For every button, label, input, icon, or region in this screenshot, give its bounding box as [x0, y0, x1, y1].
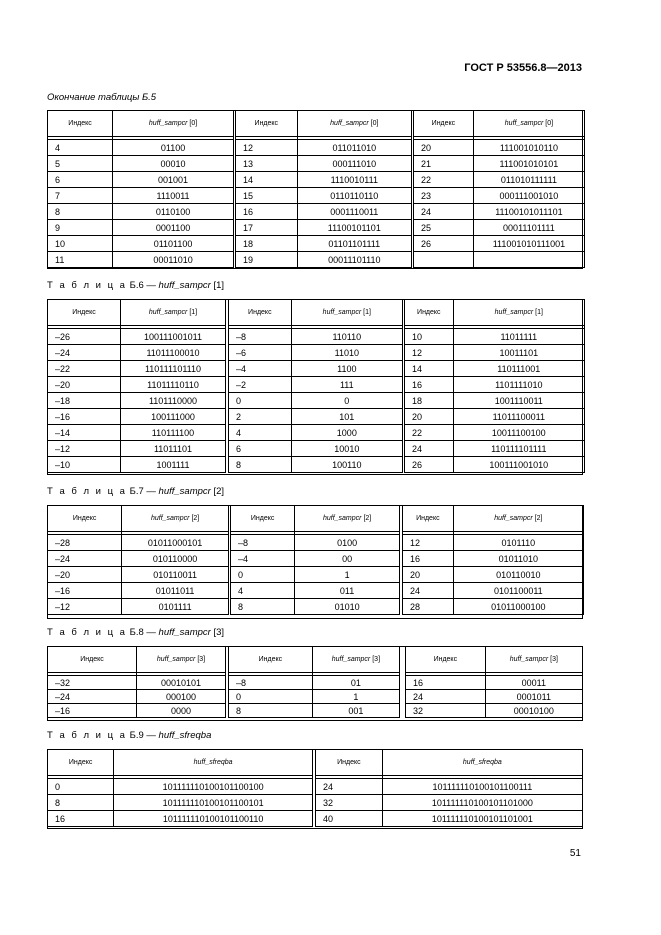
code-cell: 1101111010 — [453, 377, 584, 393]
table-row — [48, 377, 226, 393]
index-cell: –8 — [229, 329, 292, 345]
index-cell: 6 — [48, 172, 113, 188]
index-cell: 40 — [316, 811, 383, 827]
code-cell: 1 — [312, 690, 399, 704]
index-cell: 11 — [48, 252, 113, 268]
code-cell: 10010 — [291, 441, 402, 457]
table-row — [414, 140, 585, 156]
code-cell: 011 — [295, 583, 400, 599]
code-cell: 010110000 — [122, 551, 229, 567]
code-cell: 01101100 — [113, 236, 234, 252]
code-cell: 1101110000 — [120, 393, 225, 409]
table-b8-caption: Т а б л и ц а Б.8 — huff_sampcr [3] — [47, 627, 225, 638]
page-number: 51 — [569, 848, 581, 859]
index-cell: 32 — [406, 704, 486, 718]
table-group-1 — [47, 299, 226, 475]
index-cell: 16 — [405, 377, 454, 393]
header-value: huff_sampcr [1] — [120, 300, 225, 326]
table-row — [48, 409, 226, 425]
table-row — [406, 704, 583, 718]
table-row — [48, 457, 226, 473]
code-cell: 01100 — [113, 140, 234, 156]
code-cell — [473, 252, 584, 268]
index-cell: 28 — [403, 599, 454, 615]
table-group-2 — [228, 646, 400, 721]
code-cell: 11010 — [291, 345, 402, 361]
table-row — [229, 690, 400, 704]
table-row — [48, 252, 234, 268]
header-value: huff_sampcr [0] — [113, 111, 234, 137]
index-cell: 24 — [414, 204, 474, 220]
index-cell: –2 — [229, 377, 292, 393]
index-cell: 15 — [236, 188, 298, 204]
index-cell: 8 — [229, 457, 292, 473]
index-cell: 14 — [236, 172, 298, 188]
index-cell: –8 — [229, 676, 313, 690]
table-row — [229, 361, 403, 377]
code-cell: 0110110110 — [297, 188, 411, 204]
index-cell: –20 — [48, 377, 121, 393]
table-row — [48, 329, 226, 345]
table-group-1 — [47, 110, 234, 269]
table-row — [48, 690, 226, 704]
code-cell: 01011000101 — [122, 535, 229, 551]
table-row — [48, 393, 226, 409]
code-cell: 11011110110 — [120, 377, 225, 393]
code-cell: 111001010101 — [473, 156, 584, 172]
table-row — [414, 204, 585, 220]
code-cell: 101111110100101100110 — [114, 811, 313, 827]
table-row — [229, 704, 400, 718]
table-row — [229, 676, 400, 690]
index-cell: 4 — [48, 140, 113, 156]
table-row — [229, 329, 403, 345]
table-row — [48, 535, 229, 551]
index-cell: 16 — [406, 676, 486, 690]
table-row — [48, 441, 226, 457]
table-row — [229, 409, 403, 425]
index-cell: 23 — [414, 188, 474, 204]
table-row — [403, 599, 584, 615]
index-cell: 8 — [48, 204, 113, 220]
code-cell: 000111001010 — [473, 188, 584, 204]
index-cell: –14 — [48, 425, 121, 441]
header-index: Индекс — [405, 300, 454, 326]
table-row — [229, 377, 403, 393]
code-cell: 01101101111 — [297, 236, 411, 252]
index-cell: –32 — [48, 676, 137, 690]
document-header: ГОСТ Р 53556.8—2013 — [464, 62, 582, 74]
table-row — [236, 156, 412, 172]
header-value: huff_sampcr [3] — [485, 647, 582, 673]
header-index: Индекс — [229, 647, 313, 673]
index-cell: 12 — [236, 140, 298, 156]
code-cell: 00010100 — [485, 704, 582, 718]
code-cell: 100111001010 — [453, 457, 584, 473]
table-group-3 — [413, 110, 585, 269]
table-row — [414, 172, 585, 188]
table-row — [48, 172, 234, 188]
code-cell: 00011101110 — [297, 252, 411, 268]
index-cell: 7 — [48, 188, 113, 204]
index-cell — [414, 252, 474, 268]
index-cell: 20 — [405, 409, 454, 425]
table-row — [48, 599, 229, 615]
code-cell: 000111010 — [297, 156, 411, 172]
table-group-2 — [230, 505, 400, 619]
table-row — [48, 583, 229, 599]
index-cell: 12 — [405, 345, 454, 361]
index-cell: –16 — [48, 409, 121, 425]
index-cell: 13 — [236, 156, 298, 172]
header-index: Индекс — [48, 300, 121, 326]
table-row — [236, 236, 412, 252]
code-cell: 00011101111 — [473, 220, 584, 236]
table-row — [231, 583, 400, 599]
code-cell: 11100101101 — [297, 220, 411, 236]
index-cell: 6 — [229, 441, 292, 457]
table-row — [236, 220, 412, 236]
index-cell: –24 — [48, 690, 137, 704]
code-cell: 00011 — [485, 676, 582, 690]
table-row — [405, 425, 585, 441]
table-row — [406, 690, 583, 704]
table-row — [405, 409, 585, 425]
table-row — [403, 583, 584, 599]
index-cell: 16 — [236, 204, 298, 220]
index-cell: –28 — [48, 535, 122, 551]
table-row — [236, 252, 412, 268]
code-cell: 101111110100101101000 — [382, 795, 582, 811]
code-cell: 101 — [291, 409, 402, 425]
code-cell: 010110011 — [122, 567, 229, 583]
table-row — [403, 535, 584, 551]
header-index: Индекс — [48, 647, 137, 673]
table-b9 — [47, 749, 583, 829]
table-b5-caption: Окончание таблицы Б.5 — [47, 92, 157, 103]
code-cell: 0001110011 — [297, 204, 411, 220]
code-cell: 1000 — [291, 425, 402, 441]
table-row — [316, 811, 583, 827]
table-row — [236, 188, 412, 204]
index-cell: 18 — [236, 236, 298, 252]
table-row — [414, 236, 585, 252]
table-row — [48, 156, 234, 172]
table-row — [403, 567, 584, 583]
table-row — [405, 345, 585, 361]
code-cell: 1110010111 — [297, 172, 411, 188]
table-row — [236, 140, 412, 156]
code-cell: 0110100 — [113, 204, 234, 220]
index-cell: 8 — [229, 704, 313, 718]
index-cell: 4 — [229, 425, 292, 441]
table-row — [231, 567, 400, 583]
index-cell: 0 — [229, 690, 313, 704]
index-cell: 0 — [229, 393, 292, 409]
table-row — [316, 779, 583, 795]
index-cell: 2 — [229, 409, 292, 425]
code-cell: 110111101111 — [453, 441, 584, 457]
header-index: Индекс — [403, 506, 454, 532]
code-cell: 110111101110 — [120, 361, 225, 377]
table-row — [48, 779, 313, 795]
table-row — [48, 676, 226, 690]
header-value: huff_sampcr [3] — [312, 647, 399, 673]
table-row — [48, 188, 234, 204]
index-cell: –12 — [48, 599, 122, 615]
table-row — [414, 252, 585, 268]
index-cell: 17 — [236, 220, 298, 236]
table-row — [48, 567, 229, 583]
header-index: Индекс — [48, 750, 114, 776]
code-cell: 011011010 — [297, 140, 411, 156]
table-row — [48, 345, 226, 361]
index-cell: 16 — [48, 811, 114, 827]
index-cell: 24 — [406, 690, 486, 704]
index-cell: 22 — [414, 172, 474, 188]
table-row — [229, 425, 403, 441]
code-cell: 1001110011 — [453, 393, 584, 409]
table-row — [316, 795, 583, 811]
code-cell: 110111100 — [120, 425, 225, 441]
code-cell: 101111110100101100101 — [114, 795, 313, 811]
header-value: huff_sampcr [3] — [137, 647, 226, 673]
code-cell: 0000 — [137, 704, 226, 718]
index-cell: –8 — [231, 535, 295, 551]
code-cell: 1001111 — [120, 457, 225, 473]
table-row — [405, 329, 585, 345]
index-cell: 9 — [48, 220, 113, 236]
header-value: huff_sampcr [2] — [453, 506, 583, 532]
index-cell: 12 — [403, 535, 454, 551]
index-cell: 10 — [405, 329, 454, 345]
index-cell: 21 — [414, 156, 474, 172]
table-row — [48, 704, 226, 718]
code-cell: 100111001011 — [120, 329, 225, 345]
code-cell: 1 — [295, 567, 400, 583]
header-value: huff_sfreqba — [114, 750, 313, 776]
header-value: huff_sampcr [1] — [291, 300, 402, 326]
code-cell: 10011101 — [453, 345, 584, 361]
code-cell: 011010111111 — [473, 172, 584, 188]
index-cell: –6 — [229, 345, 292, 361]
code-cell: 00010101 — [137, 676, 226, 690]
table-row — [414, 156, 585, 172]
header-value: huff_sampcr [2] — [122, 506, 229, 532]
index-cell: 0 — [231, 567, 295, 583]
table-b5 — [47, 110, 583, 269]
code-cell: 110111001 — [453, 361, 584, 377]
table-group-1 — [47, 505, 229, 619]
index-cell: 20 — [403, 567, 454, 583]
index-cell: 14 — [405, 361, 454, 377]
table-row — [405, 393, 585, 409]
table-group-3 — [404, 299, 585, 475]
code-cell: 11011100010 — [120, 345, 225, 361]
table-group-2 — [228, 299, 403, 475]
table-group-2 — [315, 749, 583, 829]
code-cell: 11011100011 — [453, 409, 584, 425]
index-cell: –4 — [229, 361, 292, 377]
code-cell: 111001010110 — [473, 140, 584, 156]
code-cell: 01011010 — [453, 551, 583, 567]
code-cell: 101111110100101101001 — [382, 811, 582, 827]
table-b6-caption: Т а б л и ц а Б.6 — huff_sampcr [1] — [47, 280, 225, 291]
header-value: huff_sfreqba — [382, 750, 582, 776]
code-cell: 111001010111001 — [473, 236, 584, 252]
code-cell: 100110 — [291, 457, 402, 473]
header-index: Индекс — [406, 647, 486, 673]
table-row — [405, 457, 585, 473]
header-index: Индекс — [231, 506, 295, 532]
table-row — [48, 204, 234, 220]
table-group-2 — [235, 110, 412, 269]
table-row — [231, 551, 400, 567]
table-row — [231, 535, 400, 551]
table-b6 — [47, 299, 583, 475]
header-value: huff_sampcr [0] — [473, 111, 584, 137]
header-index: Индекс — [229, 300, 292, 326]
code-cell: 01011000100 — [453, 599, 583, 615]
table-row — [48, 361, 226, 377]
code-cell: 1110011 — [113, 188, 234, 204]
table-row — [403, 551, 584, 567]
code-cell: 0 — [291, 393, 402, 409]
table-row — [405, 361, 585, 377]
index-cell: 20 — [414, 140, 474, 156]
code-cell: 01011011 — [122, 583, 229, 599]
table-row — [229, 393, 403, 409]
code-cell: 111 — [291, 377, 402, 393]
index-cell: –22 — [48, 361, 121, 377]
code-cell: 001001 — [113, 172, 234, 188]
code-cell: 0100 — [295, 535, 400, 551]
table-row — [48, 551, 229, 567]
index-cell: 18 — [405, 393, 454, 409]
code-cell: 11100101011101 — [473, 204, 584, 220]
index-cell: –24 — [48, 345, 121, 361]
table-row — [236, 172, 412, 188]
code-cell: 01010 — [295, 599, 400, 615]
index-cell: –18 — [48, 393, 121, 409]
table-b9-caption: Т а б л и ц а Б.9 — huff_sfreqba — [47, 730, 212, 741]
table-group-3 — [405, 646, 583, 721]
index-cell: –16 — [48, 583, 122, 599]
code-cell: 1100 — [291, 361, 402, 377]
table-row — [48, 220, 234, 236]
header-value: huff_sampcr [2] — [295, 506, 400, 532]
index-cell: 26 — [414, 236, 474, 252]
code-cell: 010110010 — [453, 567, 583, 583]
code-cell: 11011111 — [453, 329, 584, 345]
header-index: Индекс — [48, 111, 113, 137]
index-cell: 8 — [48, 795, 114, 811]
table-row — [48, 425, 226, 441]
code-cell: 00011010 — [113, 252, 234, 268]
table-row — [231, 599, 400, 615]
index-cell: 24 — [403, 583, 454, 599]
code-cell: 00010 — [113, 156, 234, 172]
index-cell: 16 — [403, 551, 454, 567]
index-cell: 8 — [231, 599, 295, 615]
index-cell: 4 — [231, 583, 295, 599]
table-row — [48, 811, 313, 827]
table-b7 — [47, 505, 583, 619]
table-row — [229, 457, 403, 473]
header-value: huff_sampcr [0] — [297, 111, 411, 137]
index-cell: –12 — [48, 441, 121, 457]
code-cell: 101111110100101100100 — [114, 779, 313, 795]
code-cell: 001 — [312, 704, 399, 718]
index-cell: –26 — [48, 329, 121, 345]
code-cell: 0001100 — [113, 220, 234, 236]
index-cell: 25 — [414, 220, 474, 236]
index-cell: –20 — [48, 567, 122, 583]
code-cell: 110110 — [291, 329, 402, 345]
index-cell: –10 — [48, 457, 121, 473]
header-index: Индекс — [414, 111, 474, 137]
header-value: huff_sampcr [1] — [453, 300, 584, 326]
index-cell: –4 — [231, 551, 295, 567]
code-cell: 0101100011 — [453, 583, 583, 599]
index-cell: 32 — [316, 795, 383, 811]
table-row — [414, 188, 585, 204]
code-cell: 100111000 — [120, 409, 225, 425]
index-cell: 0 — [48, 779, 114, 795]
header-index: Индекс — [236, 111, 298, 137]
table-group-1 — [47, 646, 226, 721]
table-row — [405, 377, 585, 393]
index-cell: 5 — [48, 156, 113, 172]
code-cell: 10011100100 — [453, 425, 584, 441]
code-cell: 0101110 — [453, 535, 583, 551]
index-cell: 10 — [48, 236, 113, 252]
code-cell: 00 — [295, 551, 400, 567]
table-row — [48, 236, 234, 252]
table-row — [405, 441, 585, 457]
index-cell: 24 — [405, 441, 454, 457]
index-cell: 19 — [236, 252, 298, 268]
code-cell: 01 — [312, 676, 399, 690]
index-cell: –24 — [48, 551, 122, 567]
index-cell: 24 — [316, 779, 383, 795]
table-row — [406, 676, 583, 690]
code-cell: 11011101 — [120, 441, 225, 457]
index-cell: 26 — [405, 457, 454, 473]
table-row — [229, 345, 403, 361]
code-cell: 101111110100101100111 — [382, 779, 582, 795]
table-row — [229, 441, 403, 457]
table-row — [48, 795, 313, 811]
table-row — [414, 220, 585, 236]
code-cell: 0101111 — [122, 599, 229, 615]
header-index: Индекс — [316, 750, 383, 776]
table-row — [236, 204, 412, 220]
index-cell: 22 — [405, 425, 454, 441]
code-cell: 0001011 — [485, 690, 582, 704]
table-b8 — [47, 646, 583, 721]
table-group-1 — [47, 749, 313, 829]
table-row — [48, 140, 234, 156]
table-group-3 — [402, 505, 584, 619]
code-cell: 000100 — [137, 690, 226, 704]
header-index: Индекс — [48, 506, 122, 532]
table-b7-caption: Т а б л и ц а Б.7 — huff_sampcr [2] — [47, 486, 225, 497]
index-cell: –16 — [48, 704, 137, 718]
